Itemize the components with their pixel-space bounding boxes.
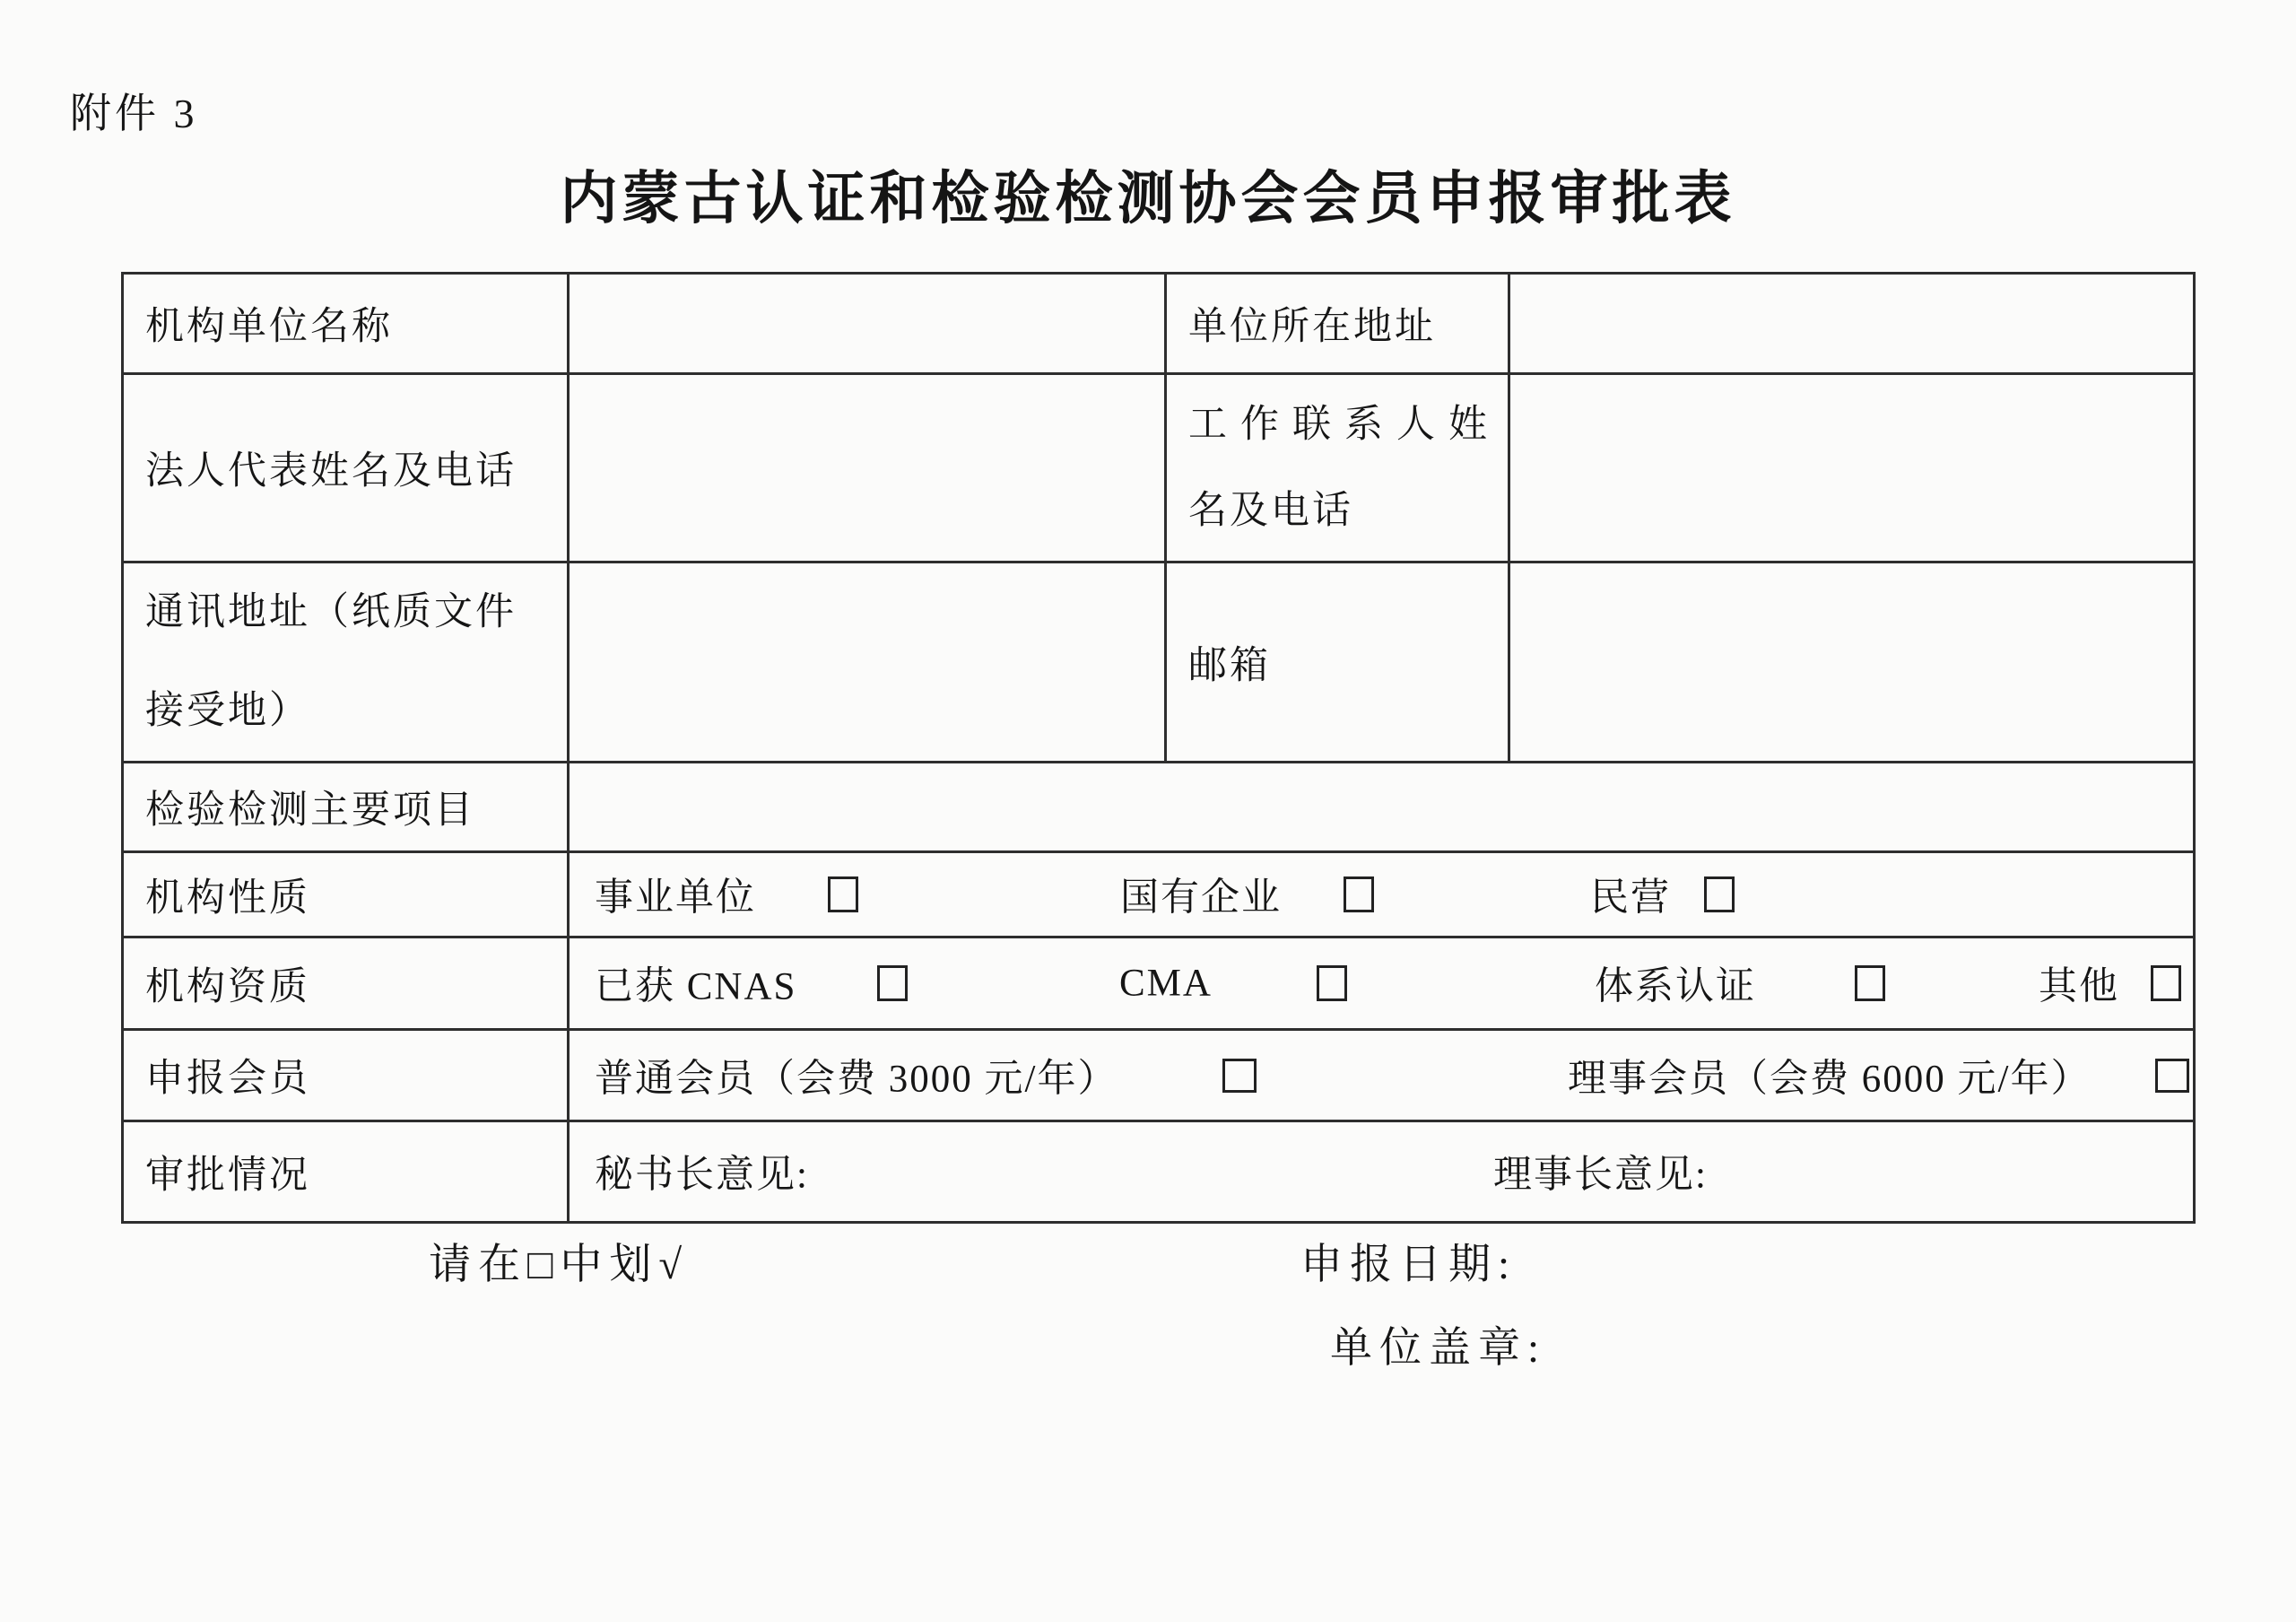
approval-label: 审批情况 <box>123 1121 569 1223</box>
checkbox-system-cert[interactable] <box>1855 965 1885 1001</box>
main-items-input[interactable] <box>569 763 2195 852</box>
work-contact-label-line2: 名及电话 <box>1188 489 1353 532</box>
page-title: 内蒙古认证和检验检测协会会员申报审批表 <box>560 167 1736 231</box>
option-system-cert-label: 体系认证 <box>1595 965 1756 1008</box>
org-nature-label: 机构性质 <box>123 852 569 937</box>
row-legal-rep <box>123 374 2195 562</box>
row-qualification <box>123 937 2195 1030</box>
row-approval <box>123 1121 2195 1223</box>
row-main-items <box>123 763 2195 852</box>
option-state-owned-label: 国有企业 <box>1120 876 1282 920</box>
checkbox-director-member[interactable] <box>2155 1059 2189 1093</box>
member-application-table <box>121 272 2196 1224</box>
application-date-label: 申报日期: <box>1300 1242 1518 1288</box>
option-ordinary-member-label: 普通会员（会费 3000 元/年） <box>595 1058 1118 1100</box>
membership-label: 申报会员 <box>123 1030 569 1121</box>
row-org-name <box>123 274 2195 374</box>
checkbox-ordinary-member[interactable] <box>1222 1059 1257 1093</box>
chairman-opinion-label: 理事长意见: <box>1493 1154 1708 1197</box>
checkbox-cma[interactable] <box>1317 965 1347 1001</box>
work-contact-label <box>1166 374 1509 562</box>
row-membership <box>123 1030 2195 1121</box>
email-label: 邮箱 <box>1166 562 1509 763</box>
postal-address-label-line2: 接受地） <box>145 690 310 732</box>
option-private-label: 民营 <box>1590 876 1671 920</box>
postal-address-label-line1: 通讯地址（纸质文件 <box>145 591 517 633</box>
checkbox-public-institution[interactable] <box>828 876 858 912</box>
org-address-label: 单位所在地址 <box>1166 274 1509 374</box>
checkbox-private[interactable] <box>1704 876 1735 912</box>
unit-seal-label: 单位盖章: <box>1330 1325 1547 1372</box>
approval-area[interactable] <box>569 1121 2195 1223</box>
legal-rep-input[interactable] <box>569 374 1166 562</box>
work-contact-input[interactable] <box>1509 374 2195 562</box>
org-name-label: 机构单位名称 <box>123 274 569 374</box>
option-cnas-label: 已获 CNAS <box>595 965 797 1008</box>
checkbox-state-owned[interactable] <box>1344 876 1374 912</box>
checkbox-instruction-note: 请在□中划√ <box>429 1242 690 1288</box>
membership-options <box>569 1030 2195 1121</box>
option-public-institution-label: 事业单位 <box>595 876 756 920</box>
qualification-label: 机构资质 <box>123 937 569 1030</box>
work-contact-label-line1: 工作联系人姓 <box>1188 403 1500 446</box>
secretary-opinion-label: 秘书长意见: <box>595 1154 809 1197</box>
main-items-label: 检验检测主要项目 <box>123 763 569 852</box>
qualification-options <box>569 937 2195 1030</box>
org-name-input[interactable] <box>569 274 1166 374</box>
option-cma-label: CMA <box>1119 962 1213 1005</box>
legal-rep-label: 法人代表姓名及电话 <box>123 374 569 562</box>
postal-address-input[interactable] <box>569 562 1166 763</box>
postal-address-label <box>123 562 569 763</box>
org-nature-options <box>569 852 2195 937</box>
row-org-nature <box>123 852 2195 937</box>
email-input[interactable] <box>1509 562 2195 763</box>
attachment-label: 附件 3 <box>70 91 198 136</box>
row-postal-address <box>123 562 2195 763</box>
option-other-label: 其他 <box>2039 965 2119 1008</box>
org-address-input[interactable] <box>1509 274 2195 374</box>
checkbox-cnas[interactable] <box>877 965 908 1001</box>
option-director-member-label: 理事会员（会费 6000 元/年） <box>1568 1058 2092 1100</box>
checkbox-other[interactable] <box>2151 965 2181 1001</box>
